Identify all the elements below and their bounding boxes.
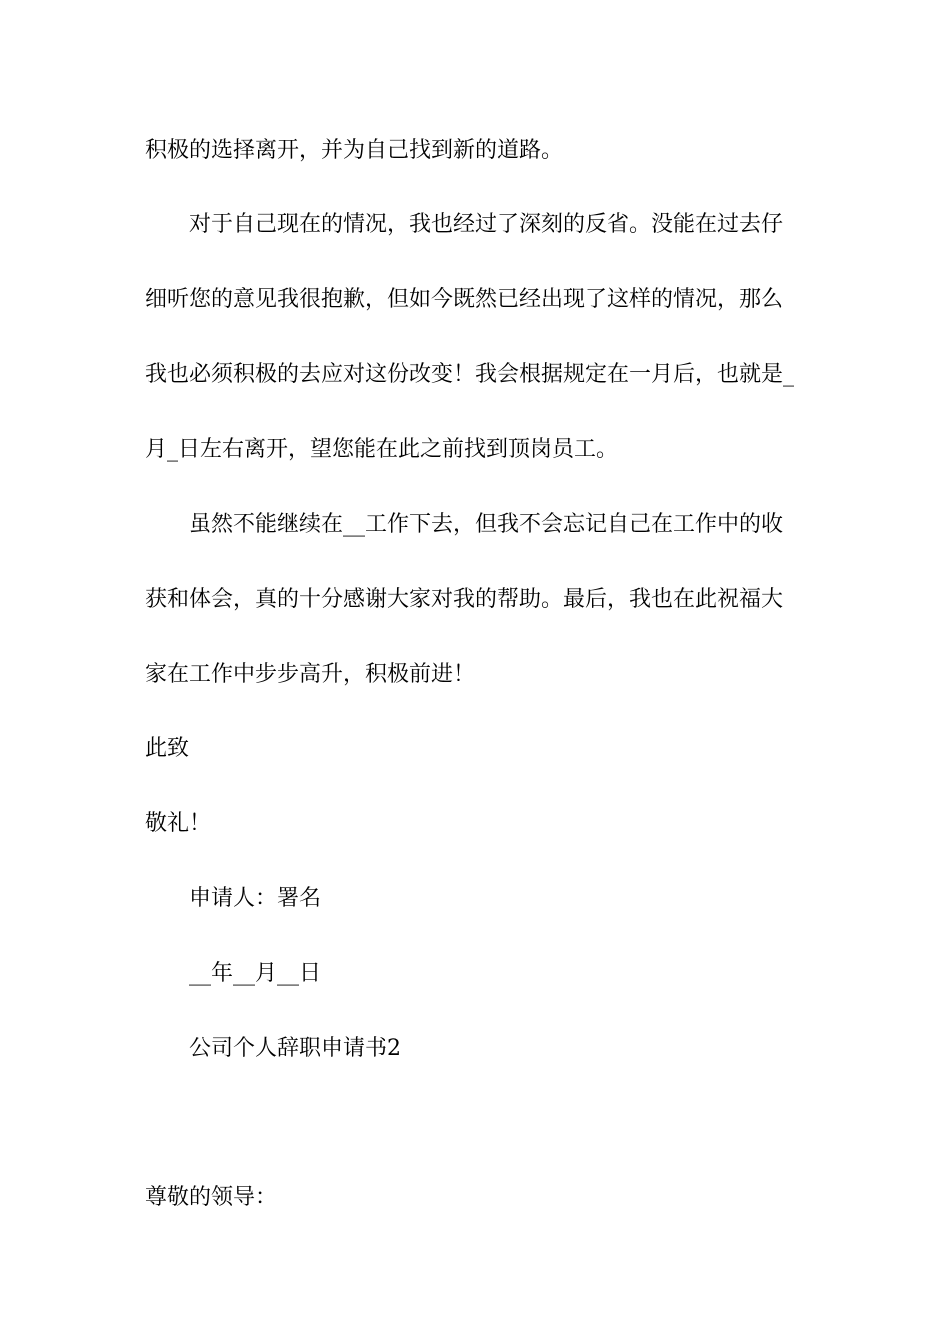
applicant-signature: 申请人：署名 bbox=[189, 886, 322, 911]
closing-salutation: 敬礼！ bbox=[145, 811, 212, 836]
date-line: __年__月__日 bbox=[189, 961, 322, 986]
paragraph-line: 细听您的意见我很抱歉，但如今既然已经出现了这样的情况，那么 bbox=[145, 287, 784, 312]
greeting-line: 尊敬的领导： bbox=[145, 1185, 278, 1210]
paragraph-line: 获和体会，真的十分感谢大家对我的帮助。最后，我也在此祝福大 bbox=[145, 587, 784, 612]
paragraph-line: 虽然不能继续在__工作下去，但我不会忘记自己在工作中的收 bbox=[189, 512, 784, 537]
paragraph-line: 月_日左右离开，望您能在此之前找到顶岗员工。 bbox=[145, 437, 619, 462]
paragraph-line: 积极的选择离开，并为自己找到新的道路。 bbox=[145, 138, 564, 163]
section-title: 公司个人辞职申请书2 bbox=[189, 1036, 401, 1061]
paragraph-line: 对于自己现在的情况，我也经过了深刻的反省。没能在过去仔 bbox=[189, 212, 784, 237]
paragraph-line: 我也必须积极的去应对这份改变！我会根据规定在一月后，也就是_ bbox=[145, 362, 795, 387]
closing-line: 此致 bbox=[145, 736, 190, 761]
paragraph-line: 家在工作中步步高升，积极前进！ bbox=[145, 662, 476, 687]
